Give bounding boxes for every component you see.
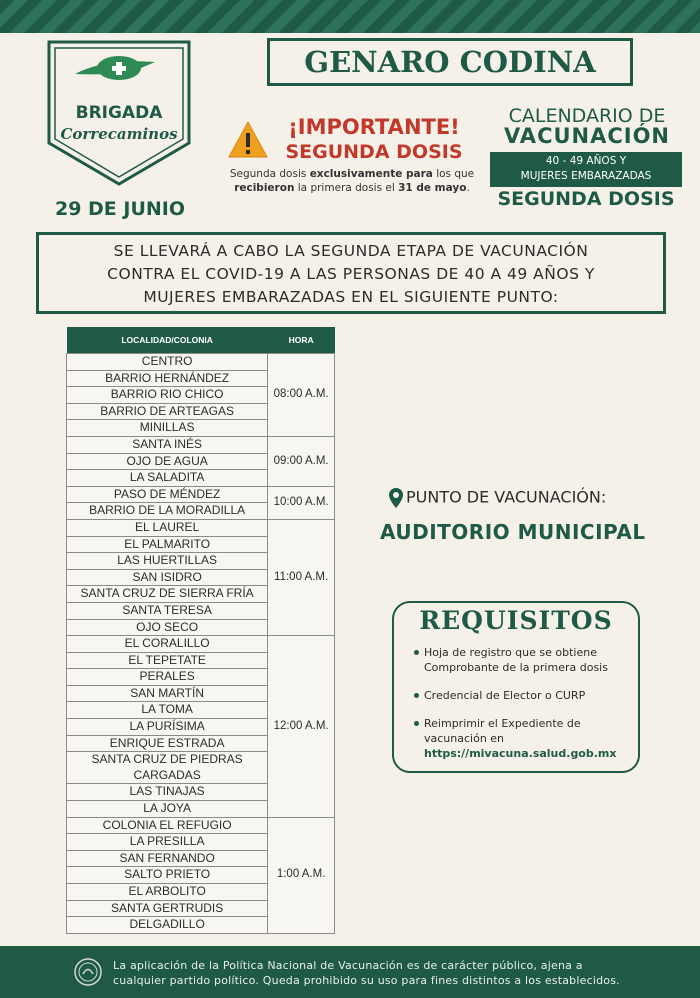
note-part: . [466,182,470,194]
locality-cell: LA PURÍSIMA [67,719,268,736]
locality-cell: CENTRO [67,354,268,371]
locality-cell: BARRIO DE LA MORADILLA [67,503,268,520]
locality-cell: SALTO PRIETO [67,867,268,884]
locality-cell: LA SALADITA [67,470,268,487]
locality-cell: LA PRESILLA [67,834,268,851]
locality-cell: BARRIO RIO CHICO [67,387,268,404]
vaccine-site-link[interactable]: https://mivacuna.salud.gob.mx [424,747,617,760]
note-bold: 31 de mayo [398,182,467,194]
table-row [67,519,335,536]
table-row [67,436,335,453]
requirement-text: Hoja de registro que se obtiene Comprobante de la primera dosis [424,646,608,674]
locality-cell: LAS HUERTILLAS [67,553,268,570]
footer-line: La aplicación de la Política Nacional de Vacunación es de carácter público, ajena a [113,959,583,972]
locality-cell: MINILLAS [67,420,268,437]
locality-cell: PASO DE MÉNDEZ [67,486,268,503]
requirement-item [414,716,634,761]
vaccination-venue: AUDITORIO MUNICIPAL [380,520,646,544]
hour-cell: 11:00 A.M. [268,519,335,635]
age-group-line: MUJERES EMBARAZADAS [520,170,652,182]
table-row [67,636,335,653]
locality-cell: LA TOMA [67,702,268,719]
brigada-title [45,103,193,143]
locality-cell: EL TEPETATE [67,652,268,669]
important-heading: ¡IMPORTANTE! [288,115,460,139]
calendar-second-dose: SEGUNDA DOSIS [497,188,675,210]
page-title [267,38,633,86]
requirement-text: Credencial de Elector o CURP [424,689,586,702]
bullet-icon [414,693,419,698]
calendar-vacunacion: VACUNACIÓN [503,124,671,148]
location-pin-icon [388,487,404,509]
hour-cell: 10:00 A.M. [268,486,335,519]
requirement-item [414,688,634,703]
schedule-table [66,327,335,934]
decorative-top-band [0,0,700,33]
table-row [67,354,335,371]
schedule-body [67,354,335,934]
requirements-title: REQUISITOS [419,606,613,635]
bullet-icon [414,650,419,655]
locality-cell: LA JOYA [67,801,268,818]
hour-cell: 09:00 A.M. [268,436,335,486]
locality-cell: EL LAUREL [67,519,268,536]
note-part: los que [432,168,475,180]
locality-cell: OJO DE AGUA [67,453,268,470]
second-dose-heading: SEGUNDA DOSIS [285,141,463,163]
bullet-icon [414,721,419,726]
note-bold: recibieron [234,182,295,194]
locality-cell: DELGADILLO [67,917,268,934]
locality-cell: LAS TINAJAS [67,784,268,801]
locality-cell: BARRIO HERNÁNDEZ [67,370,268,387]
column-header-hour: HORA [268,327,335,354]
brigada-subtitle: Correcaminos [60,125,178,143]
brigada-name: BRIGADA [75,103,163,123]
age-group-badge [490,152,682,187]
requirement-text-main: Reimprimir el Expediente de vacunación en [424,717,581,745]
locality-cell: SANTA CRUZ DE SIERRA FRÍA [67,586,268,603]
hour-cell: 1:00 A.M. [268,817,335,933]
column-header-locality: LOCALIDAD/COLONIA [67,327,268,354]
locality-cell: OJO SECO [67,619,268,636]
announcement-box [36,232,666,314]
calendar-heading: CALENDARIO DE [508,105,666,127]
locality-cell: EL ARBOLITO [67,884,268,901]
table-row [67,817,335,834]
footer-disclaimer [113,958,693,988]
table-row [67,486,335,503]
note-part: la primera dosis el [294,182,399,194]
locality-cell: SAN FERNANDO [67,850,268,867]
locality-cell: BARRIO DE ARTEAGAS [67,403,268,420]
vaccination-point-label [388,487,688,509]
event-date: 29 DE JUNIO [54,198,186,220]
locality-cell: SANTA TERESA [67,602,268,619]
age-group-line: 40 - 49 AÑOS Y [545,155,627,167]
announcement-line: CONTRA EL COVID-19 A LAS PERSONAS DE 40 A 49 AÑOS Y [107,265,595,283]
important-note [225,167,479,195]
requirement-item [414,645,634,675]
locality-cell: SANTA INÉS [67,436,268,453]
government-seal-icon [73,957,103,987]
locality-cell: SANTA CRUZ DE PIEDRAS CARGADAS [67,752,268,784]
locality-cell: EL PALMARITO [67,536,268,553]
hour-cell: 12:00 A.M. [268,636,335,818]
announcement-line: SE LLEVARÁ A CABO LA SEGUNDA ETAPA DE VACUNACIÓN [113,242,589,260]
locality-cell: COLONIA EL REFUGIO [67,817,268,834]
locality-cell: SAN MARTÍN [67,685,268,702]
page-title-text: GENARO CODINA [304,45,596,79]
footer-line: cualquier partido político. Queda prohibido su uso para fines distintos a los establecidos. [113,974,620,987]
note-part: Segunda dosis [229,168,310,180]
warning-icon [228,120,268,160]
table-header-row [67,327,335,354]
hour-cell: 08:00 A.M. [268,354,335,437]
announcement-line: MUJERES EMBARAZADAS EN EL SIGUIENTE PUNTO: [143,288,559,306]
note-bold: exclusivamente para [309,168,433,180]
locality-cell: ENRIQUE ESTRADA [67,735,268,752]
locality-cell: EL CORALILLO [67,636,268,653]
locality-cell: PERALES [67,669,268,686]
requirement-text [424,716,634,761]
locality-cell: SANTA GERTRUDIS [67,900,268,917]
vaccination-point-text: PUNTO DE VACUNACIÓN: [406,487,607,507]
locality-cell: SAN ISIDRO [67,569,268,586]
